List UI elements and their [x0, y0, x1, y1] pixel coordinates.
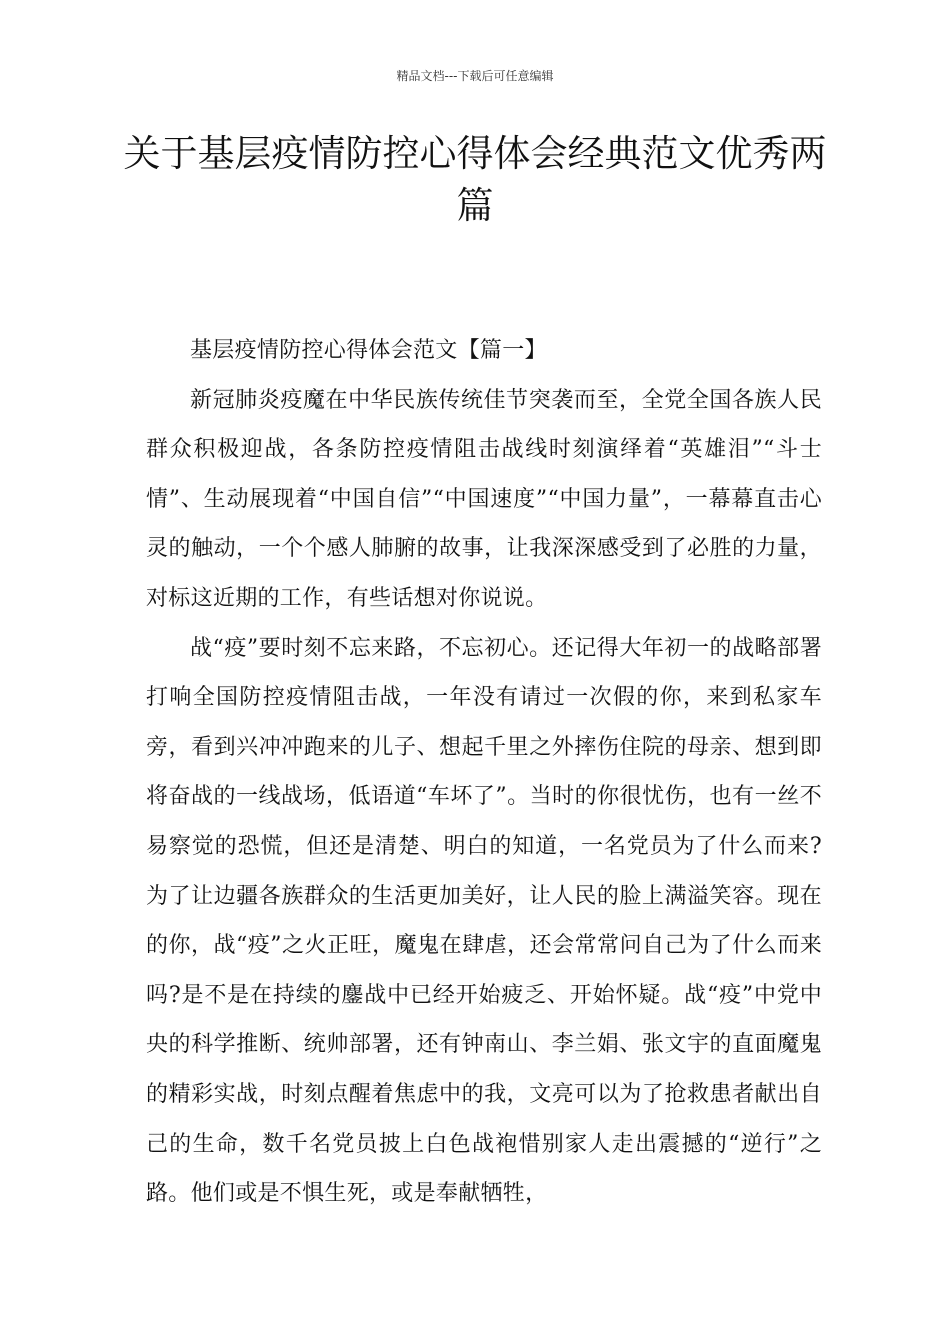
header-note: 精品文档---下载后可任意编辑: [396, 69, 554, 83]
body-paragraph: 新冠肺炎疫魔在中华民族传统佳节突袭而至，全党全国各族人民群众积极迎战，各条防控疫情阻击战线时刻演绎着“英雄泪”“斗士情”、生动展现着“中国自信”“中国速度”“中国力量”，一幕幕直击心灵的触动，一个个感人肺腑的故事，让我深深感受到了必胜的力量，对标这近期的工作，有些话想对你说说。: [146, 387, 822, 611]
document-title: 关于基层疫情防控心得体会经典范文优秀两篇: [123, 132, 827, 227]
section-heading: 基层疫情防控心得体会范文【篇一】: [190, 338, 547, 363]
document-body: [146, 326, 822, 1219]
body-paragraph: 战“疫”要时刻不忘来路，不忘初心。还记得大年初一的战略部署打响全国防控疫情阻击战，一年没有请过一次假的你，来到私家车旁，看到兴冲冲跑来的儿子、想起千里之外摔伤住院的母亲、想到即将奋战的一线战场，低语道“车坏了”。当时的你很忧伤，也有一丝不易察觉的恐慌，但还是清楚、明白的知道，一名党员为了什么而来?为了让边疆各族群众的生活更加美好，让人民的脸上满溢笑容。现在的你，战“疫”之火正旺，魔鬼在肆虐，还会常常问自己为了什么而来吗?是不是在持续的鏖战中已经开始疲乏、开始怀疑。战“疫”中党中央的科学推断、统帅部署，还有钟南山、李兰娟、张文宇的直面魔鬼的精彩实战，时刻点醒着焦虑中的我，文亮可以为了抢救患者献出自己的生命，数千名党员披上白色战袍惜别家人走出震撼的“逆行”之路。他们或是不惧生死，或是奉献牺牲，: [146, 635, 822, 1207]
